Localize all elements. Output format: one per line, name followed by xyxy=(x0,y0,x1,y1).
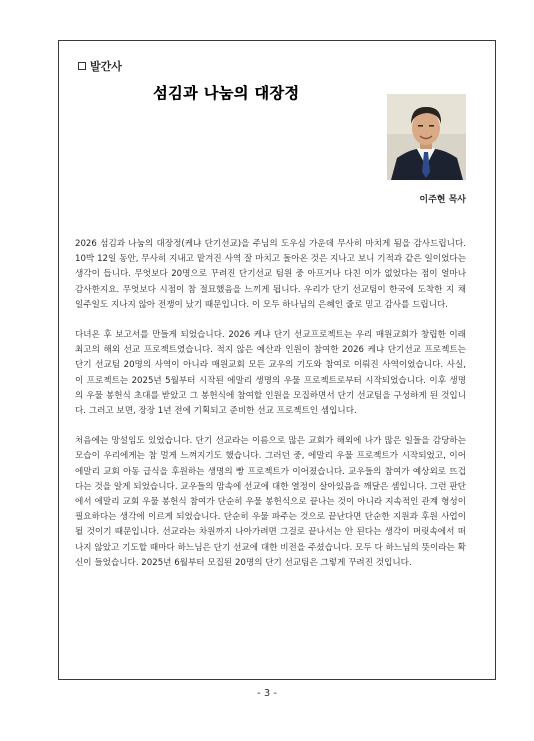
body-text xyxy=(75,237,466,586)
page-title: 섬김과 나눔의 대장정 xyxy=(153,84,300,102)
section-label xyxy=(78,58,122,74)
author-name: 이주현 목사 xyxy=(419,195,466,205)
page-number: - 3 - xyxy=(257,688,277,699)
paragraph: 처음에는 망설임도 있었습니다. 단기 선교라는 이름으로 많은 교회가 해외에 나가 많은 일들을 감당하는 모습이 우리에게는 참 멀게 느껴지기도 했습니다. 그러던 중, 에말리 우물 프로젝트가 시작되었고, 이어 에말리 교회 아동 급식을 후원하는 생명의 빵 프로젝트가 이어졌습니다. 교우들의 참여가 예상외로 뜨겁다는 것을 알게 되었습니다. 교우들의 맘속에 선교에 대한 열정이 살아있음을 깨달은 셈입니다. 그런 판단에서 에말리 교회 우물 봉헌식 참여가 단순히 우물 봉헌식으로 끝나는 것이 아니라 지속적인 관계 형성이 필요하다는 생각에 이르게 되었습니다. 단순히 우물 파주는 것으로 끝난다면 단순한 지원과 후원 사업이 될 것이기 때문입니다. 선교라는 차원까지 나아가려면 그걸로 끝나서는 안 된다는 생각이 머릿속에서 떠나지 않았고 기도할 때마다 하느님은 단기 선교에 대한 비전을 주셨습니다. 모두 다 하느님의 뜻이라는 확신이 들었습니다. 2025년 6월부터 모집된 20명의 단기 선교팀은 그렇게 꾸려진 것입니다. xyxy=(75,436,466,568)
square-bullet-icon xyxy=(78,62,86,70)
paragraph: 다녀온 후 보고서를 만들게 되었습니다. 2026 케냐 단기 선교프로젝트는 우리 매원교회가 창립한 이래 최고의 해외 선교 프로젝트였습니다. 적지 않은 예산과 인원이 참여한 2026 케냐 단기선교 프로젝트는 단기 선교팀 20명의 사역이 아니라 매원교회 모든 교우의 기도와 참여로 이뤄진 사역이었습니다. 사실, 이 프로젝트는 2025년 5월부터 시작된 에말리 생명의 우물 프로젝트로부터 시작되었습니다. 이후 생명의 우물 봉헌식 초대를 받았고 그 봉헌식에 참여할 인원을 모집하면서 단기 선교팀을 구성하게 된 것입니다. 그러고 보면, 장장 1년 전에 기획되고 준비한 선교 프로젝트인 셈입니다. xyxy=(75,330,466,417)
paragraph: 2026 섬김과 나눔의 대장정(케냐 단기선교)을 주님의 도우심 가운데 무사히 마치게 됨을 감사드립니다. 10박 12일 동안, 무사히 지내고 맡겨진 사역 잘 마치고 돌아온 것은 지나고 보니 기적과 같은 일이었다는 생각이 듭니다. 무엇보다 20명으로 꾸려진 단기선교 팀원 중 아프거나 다친 이가 없었다는 점이 얼마나 감사한지요. 무엇보다 시점이 참 절묘했음을 느끼게 됩니다. 우리가 단기 선교팀이 한국에 도착한 지 채 일주일도 지나지 않아 전쟁이 났기 때문입니다. 이 모두 하나님의 은혜인 줄로 믿고 감사를 드립니다. xyxy=(75,239,466,310)
section-label-text: 발간사 xyxy=(90,60,122,73)
author-photo xyxy=(387,94,466,180)
author-portrait-icon xyxy=(387,94,466,180)
